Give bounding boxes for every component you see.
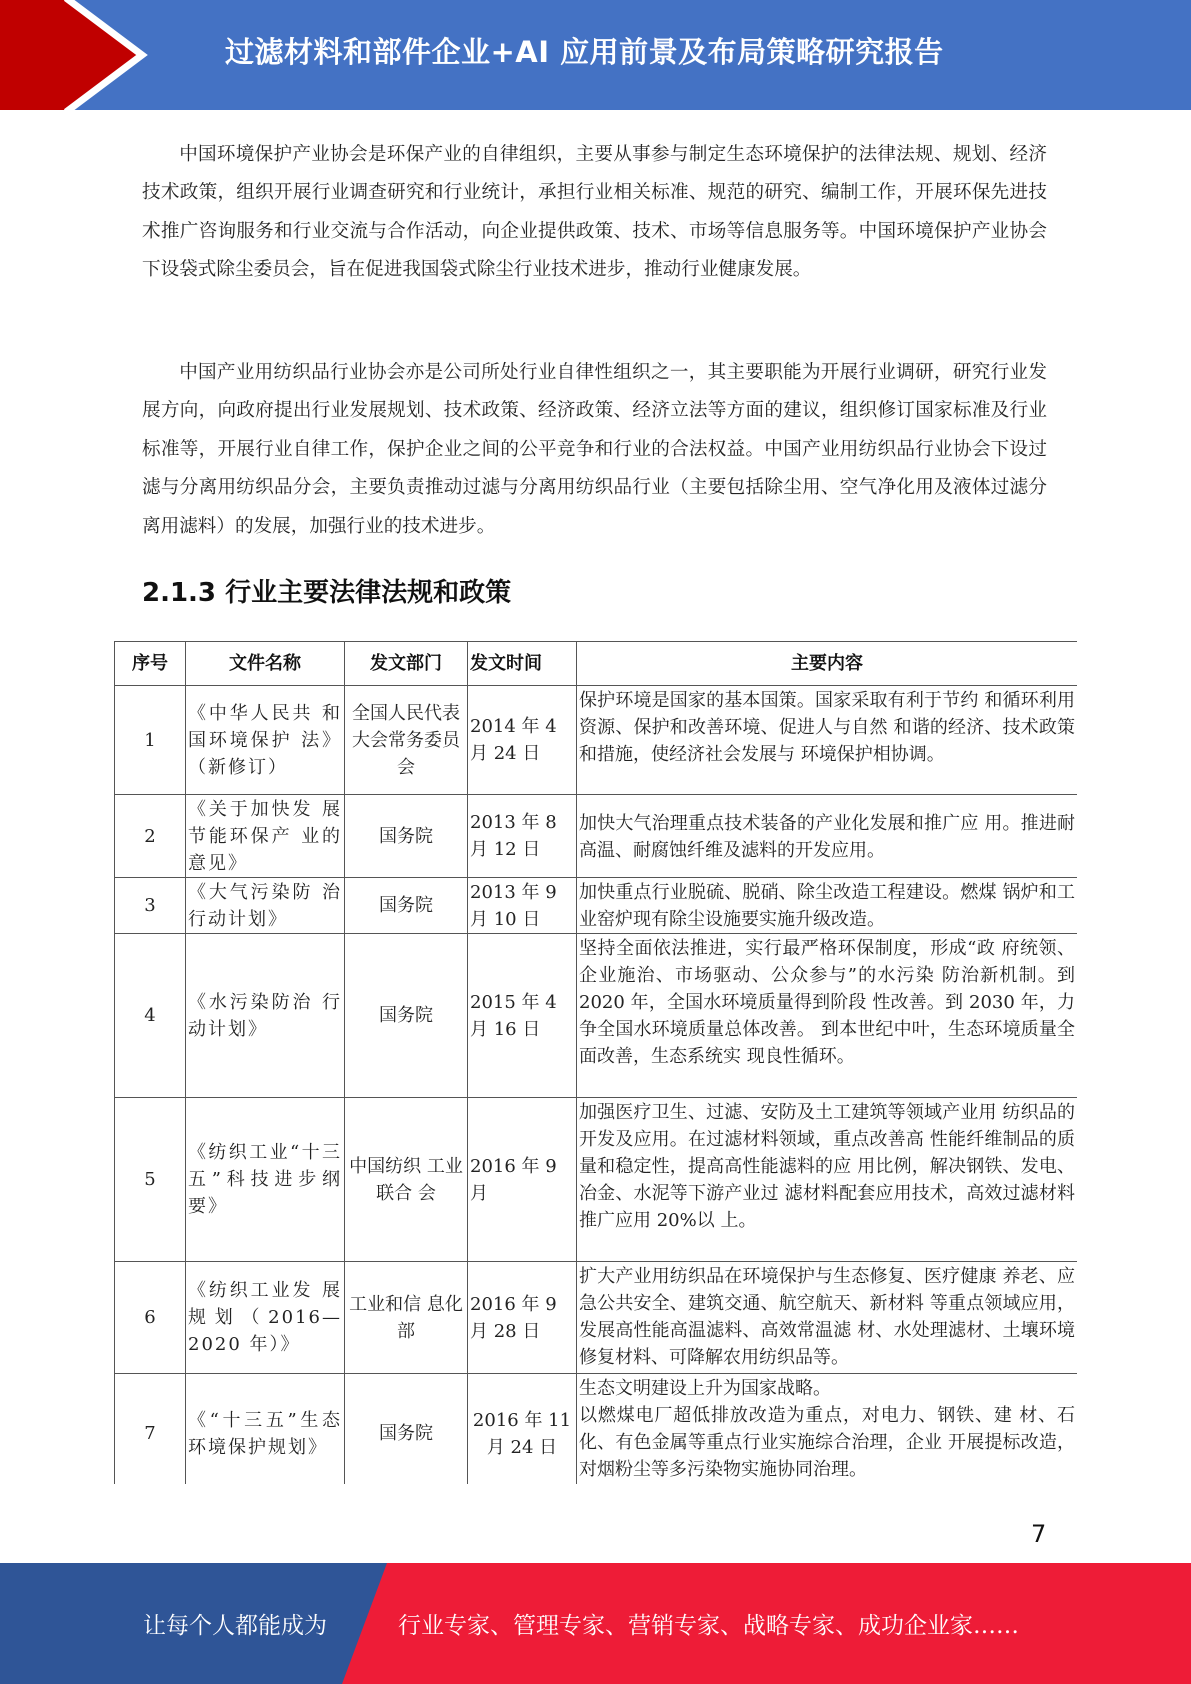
cell-name: 《纺织工业发 展规划（2016—2020 年）》 [186, 1262, 345, 1374]
column-header-content: 主要内容 [577, 642, 1078, 686]
cell-date: 2016 年 9 月 28 日 [468, 1262, 577, 1374]
paragraph-environmental-association: 中国环境保护产业协会是环保产业的自律组织，主要从事参与制定生态环境保护的法律法规、规划、经济技术政策，组织开展行业调查研究和行业统计，承担行业相关标准、规范的研究、编制工作，开展环保先进技术推广咨询服务和行业交流与合作活动，向企业提供政策、技术、市场等信息服务等。中国环境保护产业协会下设袋式除尘委员会，旨在促进我国袋式除尘行业技术进步，推动行业健康发展。 [142, 144, 1047, 281]
footer-slogan-right: 行业专家、管理专家、营销专家、战略专家、成功企业家…… [398, 1613, 1019, 1639]
cell-date: 2013 年 8 月 12 日 [468, 795, 577, 878]
table-row [115, 878, 1078, 934]
cell-date: 2013 年 9 月 10 日 [468, 878, 577, 934]
cell-name: 《水污染防治 行动计划》 [186, 934, 345, 1098]
cell-name: 《纺织工业“十三五”科技进步纲要》 [186, 1098, 345, 1262]
cell-name: 《“十三五”生态环境保护规划》 [186, 1374, 345, 1485]
column-header-no: 序号 [115, 642, 186, 686]
section-heading: 2.1.3 行业主要法律法规和政策 [142, 578, 512, 608]
cell-dept: 工业和信 息化部 [345, 1262, 468, 1374]
cell-dept: 全国人民代表大会常务委员会 [345, 686, 468, 795]
cell-no: 3 [115, 878, 186, 934]
cell-dept: 国务院 [345, 878, 468, 934]
table-row [115, 1262, 1078, 1374]
cell-name: 《中华人民共 和国环境保护 法》（新修订） [186, 686, 345, 795]
cell-no: 2 [115, 795, 186, 878]
table-row [115, 934, 1078, 1098]
cell-date: 2014 年 4 月 24 日 [468, 686, 577, 795]
cell-dept: 国务院 [345, 795, 468, 878]
cell-no: 4 [115, 934, 186, 1098]
footer-slogan-band [0, 1563, 1191, 1684]
table-row [115, 1374, 1078, 1485]
cell-name: 《大气污染防 治行动计划》 [186, 878, 345, 934]
cell-date: 2016 年 11 月 24 日 [468, 1374, 577, 1485]
cell-dept: 国务院 [345, 934, 468, 1098]
cell-content: 加强医疗卫生、过滤、安防及土工建筑等领域产业用 纺织品的开发及应用。在过滤材料领域，重点改善高 性能纤维制品的质量和稳定性，提高高性能滤料的应 用比例，解决钢铁、发电、冶金、水泥等下游产业过 滤材料配套应用技术，高效过滤材料推广应用 20%以 上。 [577, 1098, 1078, 1262]
cell-dept: 中国纺织 工业联合 会 [345, 1098, 468, 1262]
table-row [115, 795, 1078, 878]
cell-date: 2015 年 4 月 16 日 [468, 934, 577, 1098]
cell-no: 1 [115, 686, 186, 795]
cell-content: 坚持全面依法推进，实行最严格环保制度，形成“政 府统领、企业施治、市场驱动、公众参与”的水污染 防治新机制。到 2020 年，全国水环境质量得到阶段 性改善。到 2030 年，力争全国水环境质量总体改善。 到本世纪中叶，生态环境质量全面改善，生态系统实 现良性循环。 [577, 934, 1078, 1098]
policy-table-container [114, 641, 1077, 1484]
cell-content: 保护环境是国家的基本国策。国家采取有利于节约 和循环利用资源、保护和改善环境、促进人与自然 和谐的经济、技术政策和措施，使经济社会发展与 环境保护相协调。 [577, 686, 1078, 795]
cell-content: 加快重点行业脱硫、脱硝、除尘改造工程建设。燃煤 锅炉和工业窑炉现有除尘设施要实施升级改造。 [577, 878, 1078, 934]
column-header-name: 文件名称 [186, 642, 345, 686]
cell-content: 生态文明建设上升为国家战略。 以燃煤电厂超低排放改造为重点，对电力、钢铁、建 材、石化、有色金属等重点行业实施综合治理，企业 开展提标改造，对烟粉尘等多污染物实施协同治理。 [577, 1374, 1078, 1485]
red-chevron-shape [0, 0, 140, 110]
cell-date: 2016 年 9 月 [468, 1098, 577, 1262]
report-title: 过滤材料和部件企业+AI 应用前景及布局策略研究报告 [225, 35, 944, 69]
paragraph-textile-association: 中国产业用纺织品行业协会亦是公司所处行业自律性组织之一，其主要职能为开展行业调研，研究行业发展方向，向政府提出行业发展规划、技术政策、经济政策、经济立法等方面的建议，组织修订国家标准及行业标准等，开展行业自律工作，保护企业之间的公平竞争和行业的合法权益。中国产业用纺织品行业协会下设过滤与分离用纺织品分会，主要负责推动过滤与分离用纺织品行业（主要包括除尘用、空气净化用及液体过滤分离用滤料）的发展，加强行业的技术进步。 [142, 362, 1047, 537]
report-header-band [0, 0, 1191, 110]
page-number: 7 [1031, 1520, 1047, 1548]
table-row [115, 1098, 1078, 1262]
policy-table [114, 641, 1077, 1484]
footer-slogan-left: 让每个人都能成为 [143, 1613, 327, 1639]
cell-content: 扩大产业用纺织品在环境保护与生态修复、医疗健康 养老、应急公共安全、建筑交通、航空航天、新材料 等重点领域应用，发展高性能高温滤料、高效常温滤 材、水处理滤材、土壤环境修复材料、可降解农用纺织品等。 [577, 1262, 1078, 1374]
cell-dept: 国务院 [345, 1374, 468, 1485]
column-header-date: 发文时间 [468, 642, 577, 686]
column-header-dept: 发文部门 [345, 642, 468, 686]
cell-no: 7 [115, 1374, 186, 1485]
cell-name: 《关于加快发 展节能环保产 业的意见》 [186, 795, 345, 878]
table-header-row [115, 642, 1078, 686]
cell-no: 6 [115, 1262, 186, 1374]
table-row [115, 686, 1078, 795]
cell-no: 5 [115, 1098, 186, 1262]
cell-content: 加快大气治理重点技术装备的产业化发展和推广应 用。推进耐高温、耐腐蚀纤维及滤料的开发应用。 [577, 795, 1078, 878]
